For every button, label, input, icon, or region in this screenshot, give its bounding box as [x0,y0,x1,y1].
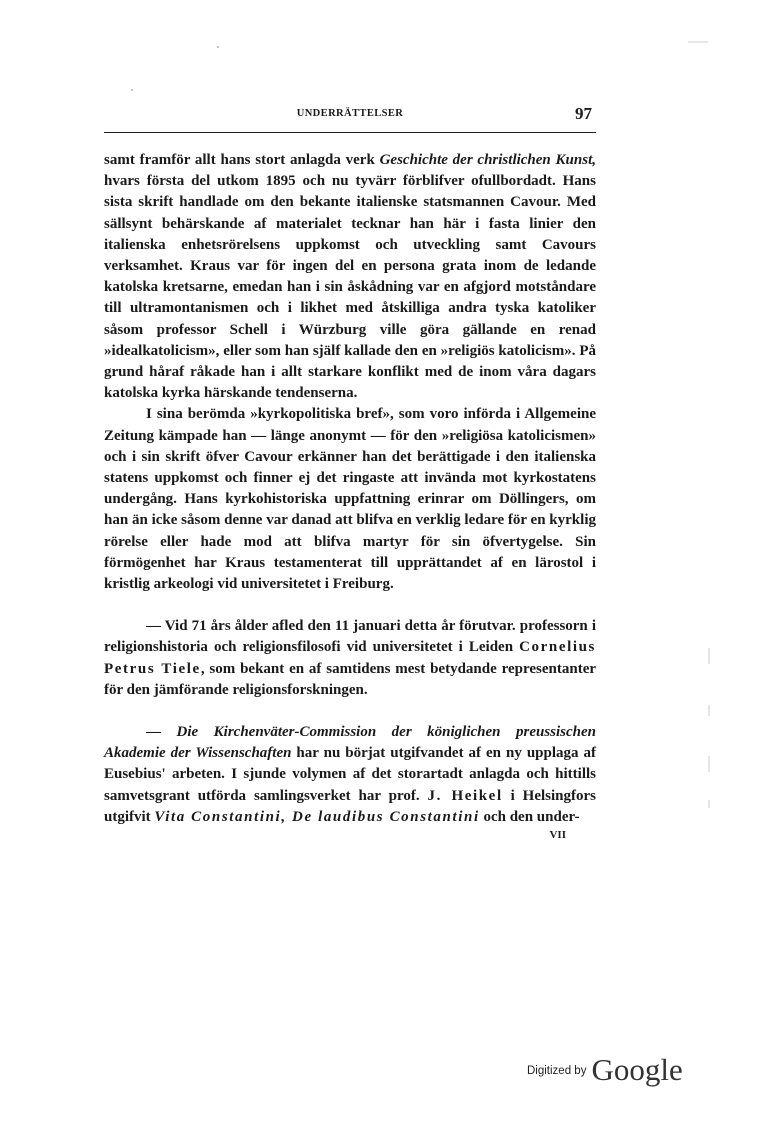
speck [131,89,133,91]
paragraph-1 [104,150,596,404]
person-name-heikel: J. Heikel [427,787,503,804]
paragraph-1-text-c: hvars första del utkom 1895 och nu tyvärr förblifver ofullbordadt. Hans sista skrift handlade om den bekante italienske statsmannen Cavour. Med sällsynt behärskande af materialet tecknar han här i fasta linier den italienska enhetsrörelsens uppkomst och utveckling samt Cavours verksamhet. Kraus var för ingen del en persona grata inom de ledande katolska kretsarne, emedan han i sin åskådning var en afgjord motståndare till ultramontanismen och i likhet med åtskilliga andra tyska katoliker såsom professor Schell i Würzburg ville göra gällande en renad »idealkatolicism», eller som han själf kallade den en »religiös katolicism». På grund håraf råkade han i allt starkare konflikt med de inom våra dagars katolska kyrka härskande tendenserna. [104,173,596,402]
work-title-vita: Vita Constantini, De laudibus Constantini [154,808,480,825]
google-logo: Google [591,1052,683,1087]
paragraph-4-text-a: — [146,724,177,741]
paragraph-4-text-c: har nu börjat utgifvandet af en ny upplaga af Eusebius' arbeten. I sjunde volymen af det storartadt anlagda och hittills samvetsgrant utförda samlingsverket har prof. [104,745,596,804]
page-body [104,150,596,843]
paragraph-1-text-a: samt framför allt hans stort anlagda verk [104,152,380,168]
paragraph-2 [104,404,596,595]
page-number: 97 [575,104,592,123]
running-header [104,104,596,133]
commission-title: Die Kirchenväter-Commission der königlichen preussischen Akademie der Wissenschaften [104,724,596,762]
header-title: UNDERRÄTTELSER [296,108,404,119]
paragraph-4-text-e: i Helsingfors utgifvit [104,787,597,825]
google-watermark [527,1052,683,1088]
speck [217,46,219,48]
paragraph-3-text-a: — Vid 71 års ålder afled den 11 januari detta år förutvar. professorn i religionshistoria och religionsfilosofi vid universitetet i Leiden [104,618,596,656]
paragraph-2-text: I sina berömda »kyrkopolitiska bref», som voro införda i Allgemeine Zeitung kämpade han — länge anonymt — för den »religiösa katolicismen» och i sin skrift öfver Cavour erkänner han det berättigade i den italienska statens uppkomst och finner ej det ringaste att invända mot kyrkostatens undergång. Hans kyrkohistoriska uppfattning erinrar om Döllingers, om han än icke såsom denne var danad att blifva en verklig ledare för en kyrklig rörelse eller hade mod att blifva martyr för sin öfvertygelse. Sin förmögenhet har Kraus testamenterat till upprättandet af en lärostol i kristlig arkeologi vid universitetet i Freiburg. [104,406,596,593]
book-title-geschichte: Geschichte der christlichen Kunst, [379,152,596,168]
paragraph-4 [104,722,596,828]
signature-mark: VII [549,829,566,842]
paragraph-3 [104,616,596,701]
digitized-by-text: Digitized by [527,1065,587,1077]
paragraph-4-text-g: och den under- [479,808,580,825]
paragraph-3-text-c: , som bekant en af samtidens mest betydande representanter för den jämförande religionsforskningen. [104,660,597,698]
person-name-tiele: Cornelius Petrus Tiele [104,639,596,677]
